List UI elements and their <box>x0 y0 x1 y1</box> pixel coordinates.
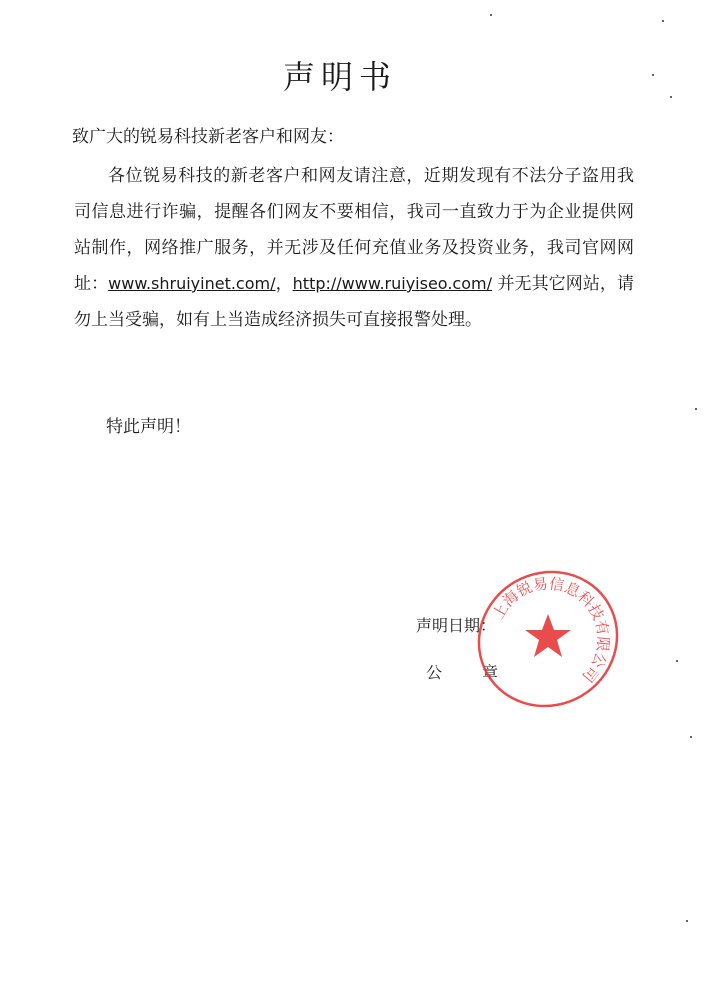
scan-speck <box>490 14 492 16</box>
scan-speck <box>676 660 678 662</box>
website-link-1[interactable]: www.shruiyinet.com/ <box>108 274 276 293</box>
seal-star-icon <box>525 614 571 657</box>
body-tail-text: 并无其它网站，请勿上当受骗，如有上当造成经济损失可直接报警处理。 <box>74 274 634 330</box>
scan-speck <box>652 74 654 76</box>
document-title: 声明书 <box>282 58 397 96</box>
scan-speck <box>662 20 664 22</box>
seal-label: 公章 <box>426 663 539 682</box>
company-seal-stamp <box>472 566 624 712</box>
scan-speck <box>686 920 688 922</box>
body-lead-text: 各位锐易科技的新老客户和网友请注意，近期发现有不法分子盗用我司信息进行诈骗，提醒各们网友不要相信，我司一直致力于为企业提供网站制作，网络推广服务，并无涉及任何充值业务及投资业务，我司官网网址： <box>74 166 634 294</box>
link-separator: ， <box>275 274 293 294</box>
scan-speck <box>670 96 672 98</box>
scan-speck <box>695 408 697 410</box>
closing-statement: 特此声明！ <box>106 417 191 437</box>
paragraph-main <box>74 158 634 338</box>
body-paragraph <box>74 158 634 338</box>
seal-text: 上海锐易信息科技有限公司 <box>488 574 613 686</box>
scan-speck <box>690 736 692 738</box>
declaration-date-label: 声明日期： <box>416 616 497 635</box>
website-link-2[interactable]: http://www.ruiyiseo.com/ <box>292 274 492 293</box>
salutation: 致广大的锐易科技新老客户和网友： <box>72 127 344 147</box>
